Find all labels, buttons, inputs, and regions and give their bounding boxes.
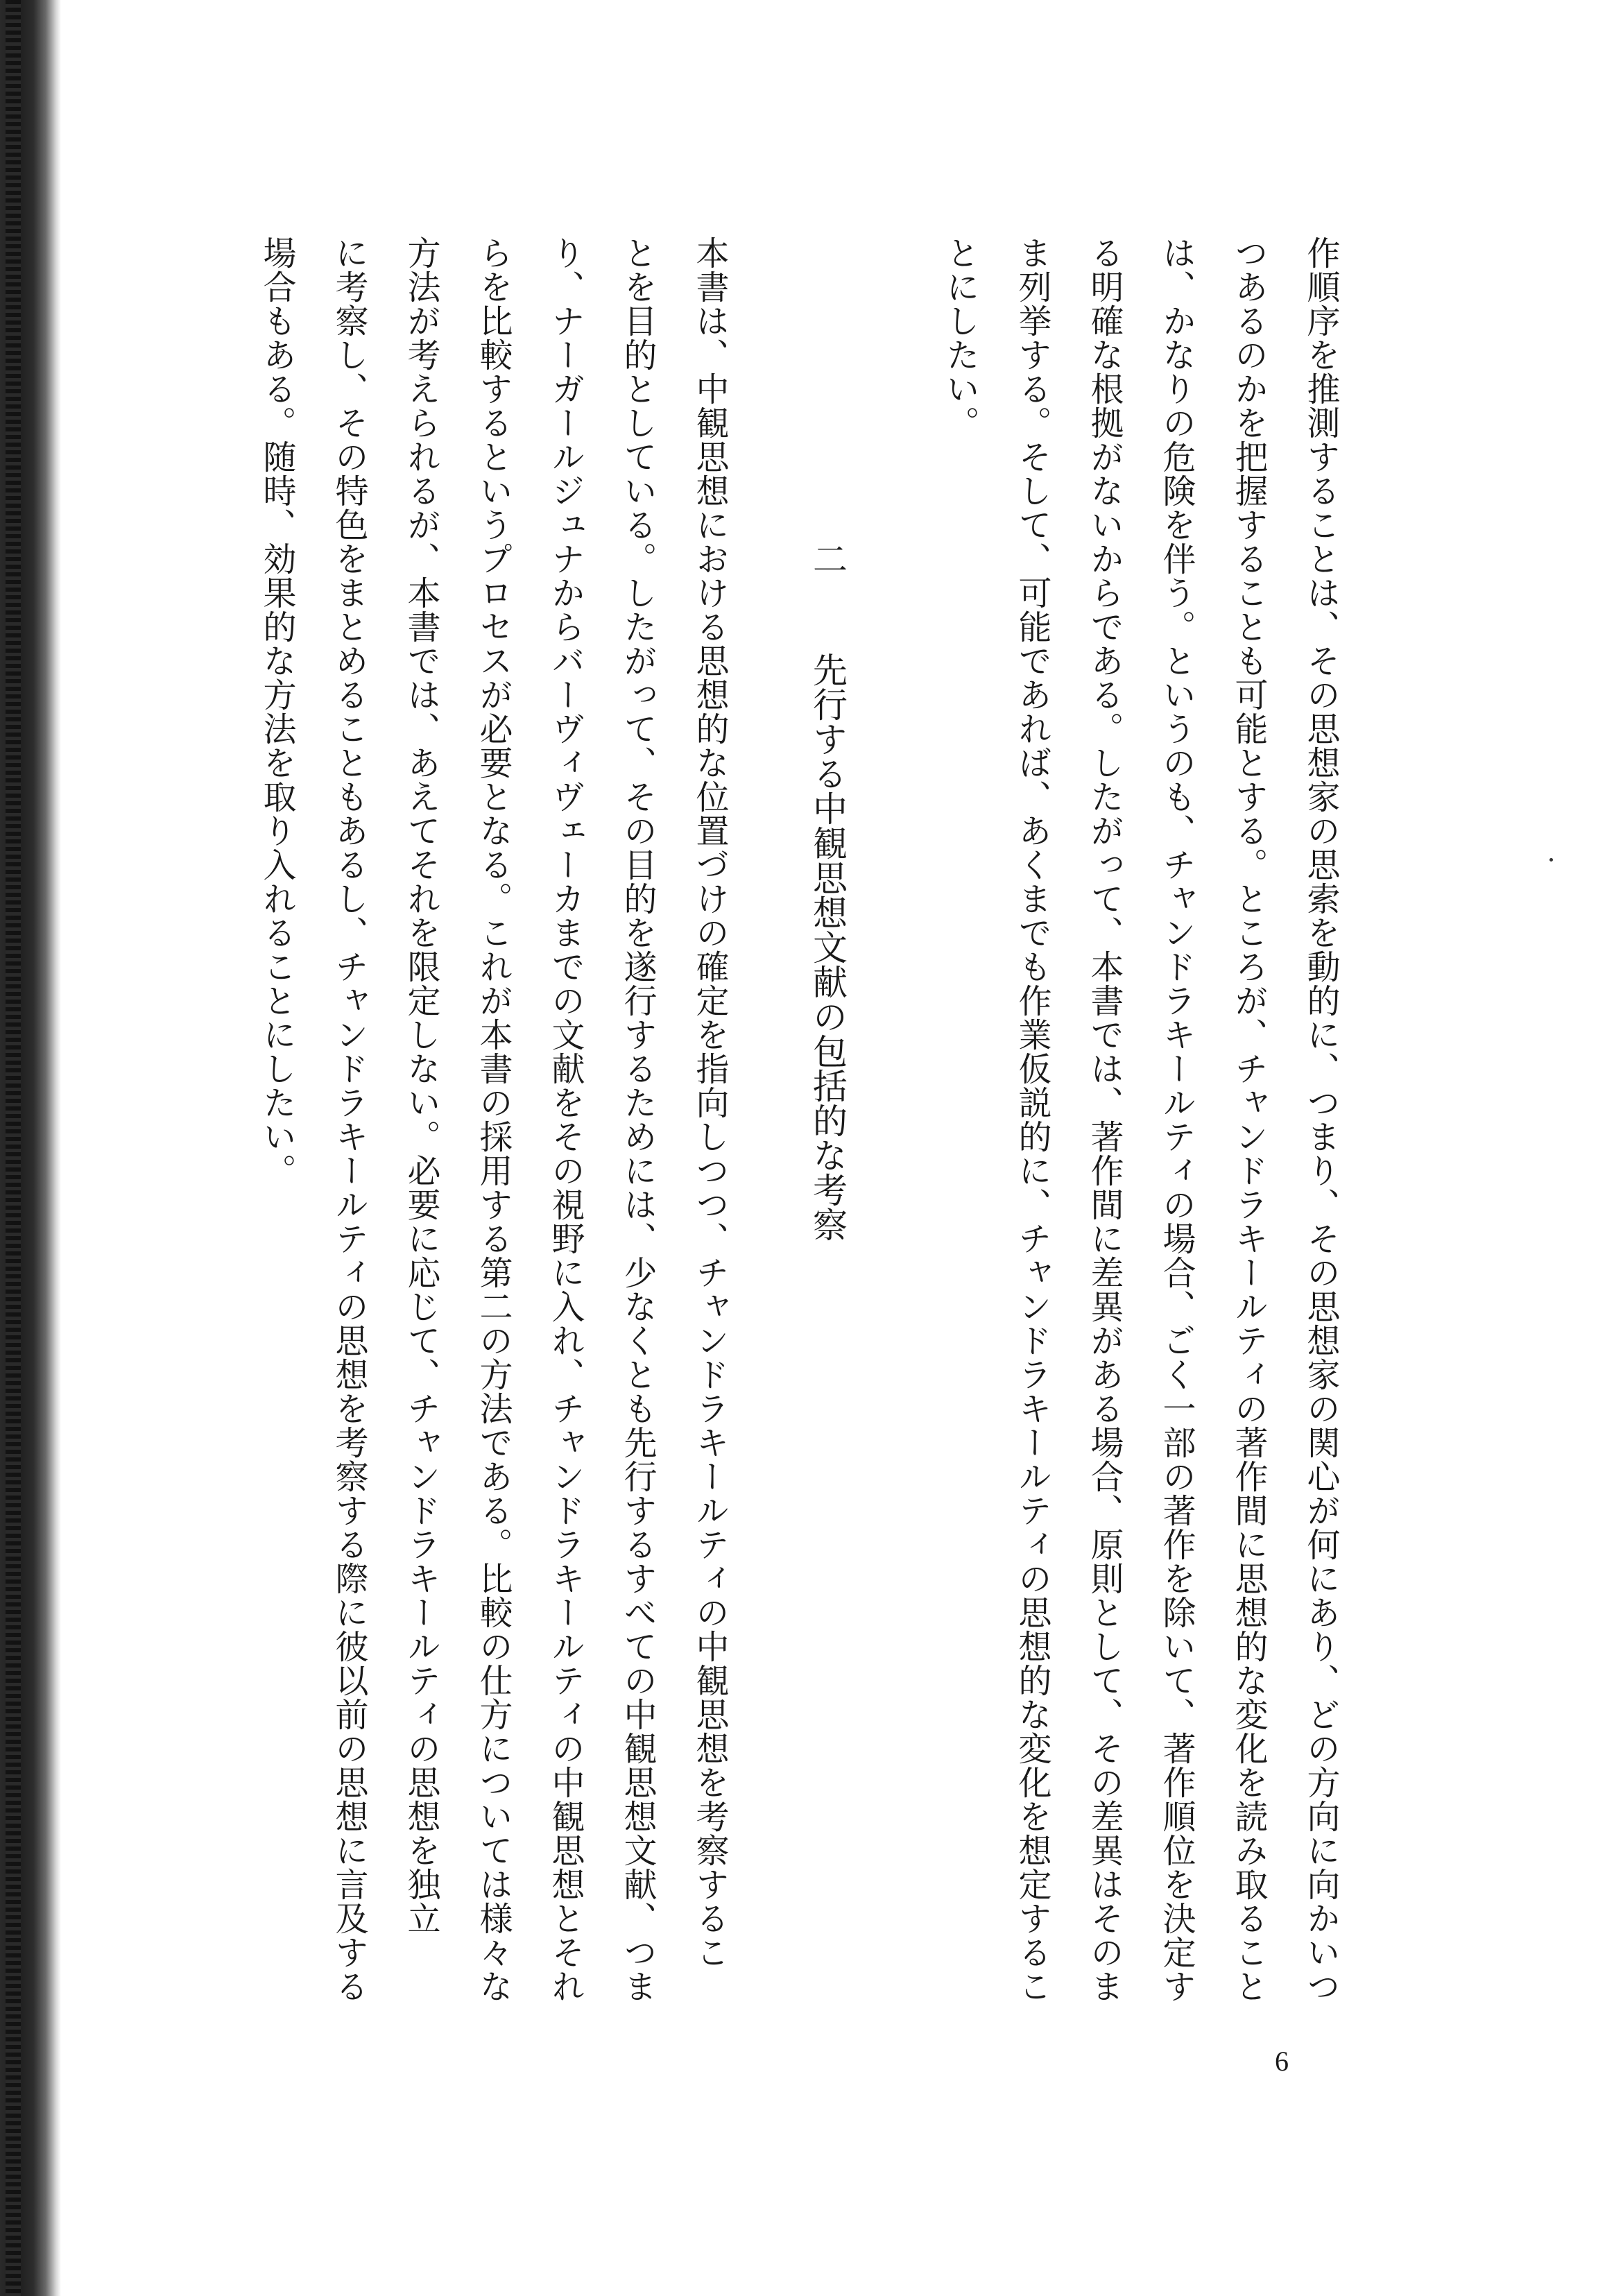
paragraph-1-line: る明確な根拠がないからである。したがって、本書では、著作間に差異がある場合、原則として、その差異はそのま xyxy=(1085,236,1124,2003)
paragraph-1-line: は、かなりの危険を伴う。というのも、チャンドラキールティの場合、ごく一部の著作を除いて、著作順位を決定す xyxy=(1157,236,1196,2003)
section-number: 二 xyxy=(807,541,848,576)
paragraph-1 xyxy=(924,236,1357,2039)
paragraph-2-line: 本書は、中観思想における思想的な位置づけの確定を指向しつつ、チャンドラキールティの中観思想を考察するこ xyxy=(690,236,729,1969)
scan-speck xyxy=(1549,858,1553,862)
page-number: 6 xyxy=(1275,2046,1289,2077)
paragraph-2-line: り、ナーガールジュナからバーヴィヴェーカまでの文献をその視野に入れ、チャンドラキールティの中観思想とそれ xyxy=(546,236,585,2003)
paragraph-2-line: らを比較するというプロセスが必要となる。これが本書の採用する第二の方法である。比較の仕方については様々な xyxy=(474,236,513,2003)
paragraph-1-line: 作順序を推測することは、その思想家の思索を動的に、つまり、その思想家の関心が何にあり、どの方向に向かいつ xyxy=(1301,236,1340,2003)
section-title: 先行する中観思想文献の包括的な考察 xyxy=(807,652,848,1242)
binding-edge-band xyxy=(6,0,21,2296)
paragraph-2-line: に考察し、その特色をまとめることもあるし、チャンドラキールティの思想を考察する際に彼以前の思想に言及する xyxy=(329,236,368,2003)
paragraph-1-line: ま列挙する。そして、可能であれば、あくまでも作業仮説的に、チャンドラキールティの思想的な変化を想定するこ xyxy=(1013,236,1051,2003)
paragraph-2-line: 場合もある。随時、効果的な方法を取り入れることにしたい。 xyxy=(257,236,296,1188)
paragraph-1-line: とにしたい。 xyxy=(941,236,979,440)
section-heading xyxy=(791,541,864,1242)
binding-edge-shadow xyxy=(0,0,61,2296)
paragraph-2 xyxy=(241,236,746,2039)
paragraph-2-line: とを目的としている。したがって、その目的を遂行するためには、少なくとも先行するすべての中観思想文献、つま xyxy=(618,236,657,2003)
paragraph-2-line: 方法が考えられるが、本書では、あえてそれを限定しない。必要に応じて、チャンドラキールティの思想を独立 xyxy=(402,236,440,1935)
paragraph-1-line: つあるのかを把握することも可能とする。ところが、チャンドラキールティの著作間に思想的な変化を読み取ること xyxy=(1229,236,1268,2003)
